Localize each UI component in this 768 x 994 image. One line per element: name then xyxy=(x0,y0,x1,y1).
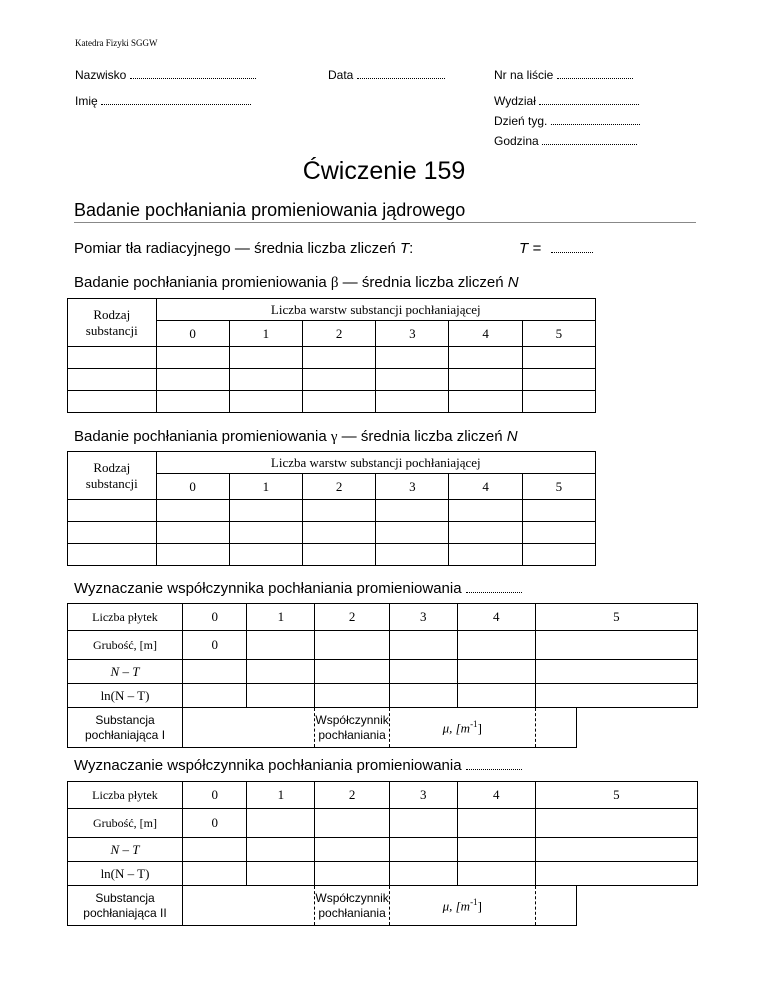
ln-cell[interactable] xyxy=(389,684,457,708)
weekday-field[interactable] xyxy=(494,114,640,128)
table-row[interactable] xyxy=(68,369,596,391)
ln-cell[interactable] xyxy=(315,862,389,886)
firstname-field[interactable] xyxy=(75,94,251,108)
surname-label: Nazwisko xyxy=(75,68,127,82)
weekday-label: Dzień tyg. xyxy=(494,114,548,128)
layers-header: Liczba warstw substancji pochłaniającej xyxy=(156,452,595,474)
ln-cell[interactable] xyxy=(247,862,315,886)
n-minus-t-cell[interactable] xyxy=(183,838,247,862)
coef-table-1 xyxy=(67,603,698,748)
coef-label-1: Współczynnik pochłaniania xyxy=(315,708,389,748)
substance-label-1: Substancja pochłaniająca I xyxy=(68,708,183,748)
table-row[interactable] xyxy=(68,500,596,522)
n-minus-t-cell[interactable] xyxy=(183,660,247,684)
hour-label: Godzina xyxy=(494,134,539,148)
rodzaj-header: Rodzaj substancji xyxy=(68,452,157,500)
n-minus-t-label: N – T xyxy=(68,838,183,862)
plates-1: 1 xyxy=(247,604,315,631)
ln-cell[interactable] xyxy=(247,684,315,708)
col-1: 1 xyxy=(229,321,302,347)
thickness-label: Grubość, [m] xyxy=(68,809,183,838)
col-4: 4 xyxy=(449,474,522,500)
layers-header: Liczba warstw substancji pochłaniającej xyxy=(156,299,595,321)
n-minus-t-cell[interactable] xyxy=(247,838,315,862)
thickness-cell[interactable] xyxy=(389,631,457,660)
n-minus-t-cell[interactable] xyxy=(247,660,315,684)
thickness-label: Grubość, [m] xyxy=(68,631,183,660)
plates-5: 5 xyxy=(535,782,697,809)
col-5: 5 xyxy=(522,474,595,500)
plates-2: 2 xyxy=(315,604,389,631)
beta-table xyxy=(67,298,596,413)
n-minus-t-cell[interactable] xyxy=(389,660,457,684)
page-title: Ćwiczenie 159 xyxy=(302,157,466,185)
date-label: Data xyxy=(328,68,354,82)
substance-value-1[interactable] xyxy=(183,708,315,748)
plates-label: Liczba płytek xyxy=(68,782,183,809)
n-minus-t-cell[interactable] xyxy=(315,660,389,684)
table-row[interactable] xyxy=(68,347,596,369)
plates-0: 0 xyxy=(183,604,247,631)
n-minus-t-cell[interactable] xyxy=(535,838,697,862)
plates-2: 2 xyxy=(315,782,389,809)
substance-label-2: Substancja pochłaniająca II xyxy=(68,886,183,926)
plates-1: 1 xyxy=(247,782,315,809)
n-minus-t-cell[interactable] xyxy=(389,838,457,862)
table-row[interactable] xyxy=(68,522,596,544)
ln-cell[interactable] xyxy=(457,684,535,708)
gamma-section-title: Badanie pochłaniania promieniowania γ — średnia liczba zliczeń N xyxy=(74,428,518,445)
substance-value-2[interactable] xyxy=(183,886,315,926)
firstname-label: Imię xyxy=(75,94,98,108)
surname-field[interactable] xyxy=(75,68,256,82)
mu-unit-2: μ, $[m^{-1}]$ xyxy=(389,886,535,926)
list-number-field[interactable] xyxy=(494,68,633,82)
thickness-cell[interactable] xyxy=(457,809,535,838)
date-field[interactable] xyxy=(328,68,445,82)
ln-label: ln(N – T) xyxy=(68,684,183,708)
n-minus-t-cell[interactable] xyxy=(457,660,535,684)
ln-cell[interactable] xyxy=(389,862,457,886)
col-1: 1 xyxy=(229,474,302,500)
plates-0: 0 xyxy=(183,782,247,809)
n-minus-t-label: N – T xyxy=(68,660,183,684)
n-minus-t-cell[interactable] xyxy=(315,838,389,862)
col-3: 3 xyxy=(376,321,449,347)
thickness-cell[interactable] xyxy=(315,809,389,838)
ln-cell[interactable] xyxy=(535,862,697,886)
plates-3: 3 xyxy=(389,782,457,809)
ln-cell[interactable] xyxy=(183,862,247,886)
thickness-cell[interactable] xyxy=(247,809,315,838)
mu-value-2[interactable] xyxy=(535,886,576,926)
plates-4: 4 xyxy=(457,604,535,631)
thickness-0: 0 xyxy=(183,809,247,838)
thickness-cell[interactable] xyxy=(389,809,457,838)
beta-section-title: Badanie pochłaniania promieniowania β — średnia liczba zliczeń N xyxy=(74,274,519,291)
plates-5: 5 xyxy=(535,604,697,631)
n-minus-t-cell[interactable] xyxy=(535,660,697,684)
faculty-label: Wydział xyxy=(494,94,536,108)
col-2: 2 xyxy=(303,321,376,347)
col-3: 3 xyxy=(376,474,449,500)
mu-unit-1: μ, $[m^{-1}]$ xyxy=(389,708,535,748)
thickness-cell[interactable] xyxy=(535,631,697,660)
subtitle: Badanie pochłaniania promieniowania jądrowego xyxy=(74,200,466,220)
institution-label: Katedra Fizyki SGGW xyxy=(75,38,158,48)
gamma-table xyxy=(67,451,596,566)
coef-table-2 xyxy=(67,781,698,926)
col-2: 2 xyxy=(303,474,376,500)
hour-field[interactable] xyxy=(494,134,637,148)
t-equals-label: T = xyxy=(519,240,542,257)
ln-cell[interactable] xyxy=(183,684,247,708)
ln-cell[interactable] xyxy=(535,684,697,708)
subtitle-rule xyxy=(74,222,696,223)
plates-4: 4 xyxy=(457,782,535,809)
list-number-label: Nr na liście xyxy=(494,68,554,82)
plates-label: Liczba płytek xyxy=(68,604,183,631)
col-0: 0 xyxy=(156,474,229,500)
ln-cell[interactable] xyxy=(315,684,389,708)
mu-value-1[interactable] xyxy=(535,708,576,748)
table-row[interactable] xyxy=(68,391,596,413)
background-line: Pomiar tła radiacyjnego — średnia liczba zliczeń T: xyxy=(74,240,414,257)
thickness-cell[interactable] xyxy=(535,809,697,838)
thickness-0: 0 xyxy=(183,631,247,660)
thickness-cell[interactable] xyxy=(457,631,535,660)
coef-label-2: Współczynnik pochłaniania xyxy=(315,886,389,926)
rodzaj-header: Rodzaj substancji xyxy=(68,299,157,347)
col-5: 5 xyxy=(522,321,595,347)
col-4: 4 xyxy=(449,321,522,347)
faculty-field[interactable] xyxy=(494,94,639,108)
thickness-cell[interactable] xyxy=(247,631,315,660)
col-0: 0 xyxy=(156,321,229,347)
background-value-field[interactable] xyxy=(519,240,593,257)
n-minus-t-cell[interactable] xyxy=(457,838,535,862)
coef-section-title-1: Wyznaczanie współczynnika pochłaniania promieniowania xyxy=(74,580,522,597)
coef-section-title-2: Wyznaczanie współczynnika pochłaniania promieniowania xyxy=(74,757,522,774)
plates-3: 3 xyxy=(389,604,457,631)
ln-cell[interactable] xyxy=(457,862,535,886)
thickness-cell[interactable] xyxy=(315,631,389,660)
ln-label: ln(N – T) xyxy=(68,862,183,886)
table-row[interactable] xyxy=(68,544,596,566)
